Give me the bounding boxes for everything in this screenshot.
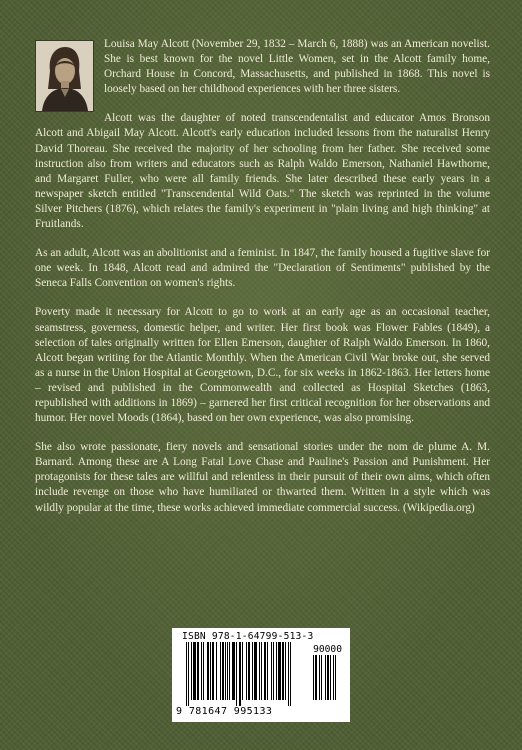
- barcode-bar: [229, 642, 230, 700]
- barcode-bar: [330, 655, 331, 700]
- barcode-bar: [216, 642, 217, 700]
- isbn-barcode: [172, 628, 350, 722]
- barcode-bar: [252, 642, 253, 700]
- barcode-bar: [327, 655, 329, 700]
- barcode-bar: [197, 642, 199, 700]
- author-portrait: [35, 40, 94, 112]
- barcode-bar: [236, 642, 237, 706]
- author-biography: [35, 37, 490, 530]
- barcode-bar: [261, 642, 262, 700]
- barcode-bar: [313, 655, 314, 700]
- barcode-bar: [201, 642, 202, 700]
- barcode-bar: [315, 655, 317, 700]
- barcode-bar: [325, 655, 326, 700]
- barcode-bar: [232, 642, 235, 700]
- barcode-bar: [333, 655, 334, 700]
- barcode-bar: [210, 642, 211, 700]
- barcode-bar: [227, 642, 228, 700]
- barcode-bar: [193, 642, 196, 700]
- price-code: 90000: [313, 644, 342, 655]
- barcode-bar: [290, 642, 291, 706]
- barcode-bar: [276, 642, 277, 700]
- barcode-bar: [285, 642, 286, 700]
- barcode-bar: [222, 642, 224, 700]
- barcode-bar: [220, 642, 221, 700]
- barcode-bar: [321, 655, 322, 700]
- bio-text-1: Louisa May Alcott (November 29, 1832 – March 6, 1888) was an American novelist. She is best known for the novel Little Women, set in the Alcott family home, Orchard House in Concord, Massachusetts, and published in 1868. This novel is loosely based on her childhood experiences with her three sisters.: [104, 38, 490, 96]
- barcode-bar: [239, 642, 241, 706]
- ean-digits: 9 781647 995133: [176, 706, 273, 717]
- addon-bars: [313, 655, 343, 706]
- barcode-bar: [278, 642, 281, 700]
- barcode-bar: [267, 642, 268, 700]
- barcode-bar: [242, 642, 243, 700]
- ean-bars: [186, 642, 306, 706]
- barcode-bar: [288, 642, 289, 706]
- bio-paragraph-5: She also wrote passionate, fiery novels and sensational stories under the nom de plume A. M. Barnard. Among these are A Long Fatal Love Chase and Pauline's Passion and Punishment. Her protagonists for these tales are willful and relentless in their pursuit of their own aims, which often include revenge on those who have humiliated or thwarted them. Written in a style which was wildly popular at the time, these works achieved immediate commercial success. (Wikipedia.org): [35, 441, 490, 514]
- barcode-bar: [271, 642, 272, 700]
- barcode-bar: [207, 642, 209, 700]
- bio-paragraph-3: As an adult, Alcott was an abolitionist and a feminist. In 1847, the family housed a fugitive slave for one week. In 1848, Alcott read and admired the "Declaration of Sentiments" published by the Seneca Falls Convention on women's rights.: [35, 247, 490, 290]
- bio-paragraph-2: Alcott was the daughter of noted transcendentalist and educator Amos Bronson Alcott and Abigail May Alcott. Alcott's early education included lessons from the naturalist Henry David Thoreau. She received the majority of her schooling from her father. She received some instruction also from writers and educators such as Ralph Waldo Emerson, Nathaniel Hawthorne, and Margaret Fuller, who were all family friends. She later described these early years in a newspaper sketch entitled "Transcendental Wild Oats." The sketch was reprinted in the volume Silver Pitchers (1876), which relates the family's experiment in "plain living and high thinking" at Fruitlands.: [35, 112, 490, 231]
- barcode-bar: [335, 655, 336, 700]
- barcode-bar: [188, 642, 189, 706]
- barcode-bar: [191, 642, 192, 700]
- barcode-bar: [273, 642, 274, 700]
- barcode-bar: [264, 642, 266, 700]
- barcode-bar: [282, 642, 284, 700]
- barcode-bar: [246, 642, 247, 700]
- bio-paragraph-1: [35, 37, 490, 97]
- barcode-bar: [259, 642, 260, 700]
- barcode-bar: [319, 655, 320, 700]
- isbn-label: ISBN 978-1-64799-513-3: [182, 631, 314, 642]
- barcode-bar: [212, 642, 214, 700]
- barcode-bar: [248, 642, 250, 700]
- bio-paragraph-4: Poverty made it necessary for Alcott to go to work at an early age as an occasional teacher, seamstress, governess, domestic helper, and writer. Her first book was Flower Fables (1849), a selection of tales originally written for Ellen Emerson, daughter of Ralph Waldo Emerson. In 1860, Alcott began writing for the Atlantic Monthly. When the American Civil War broke out, she served as a nurse in the Union Hospital at Georgetown, D.C., for six weeks in 1862-1863. Her letters home – revised and published in the Commonwealth and collected as Hospital Sketches (1863, republished with additions in 1869) – garnered her first critical recognition for her observations and humor. Her novel Moods (1864), based on her own experience, was also promising.: [35, 306, 490, 425]
- barcode-bar: [203, 642, 204, 700]
- barcode-bar: [225, 642, 226, 700]
- barcode-bar: [186, 642, 187, 706]
- barcode-bar: [254, 642, 257, 700]
